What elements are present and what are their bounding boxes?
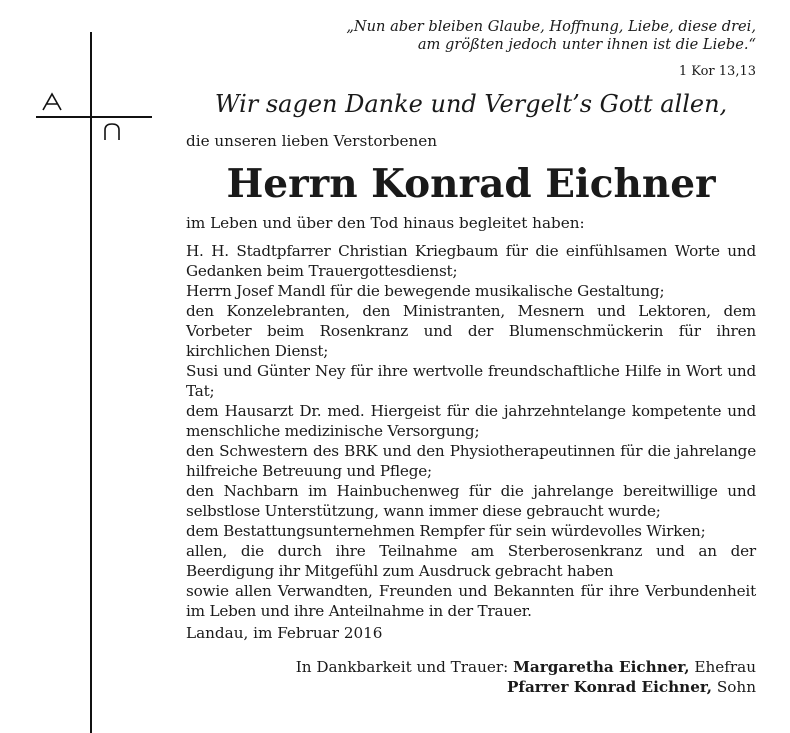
bible-quote — [300, 18, 756, 54]
thanks-heading: Wir sagen Danke und Vergelt’s Gott allen, — [214, 90, 728, 118]
lead-text: im Leben und über den Tod hinaus begleitet haben: — [186, 214, 585, 232]
mourner-name: Pfarrer Konrad Eichner, — [506, 678, 713, 696]
cross-bar — [36, 116, 152, 118]
signature-line-1 — [186, 657, 756, 677]
deceased-name: Herrn Konrad Eichner — [226, 161, 716, 207]
signature-prefix: In Dankbarkeit und Trauer: — [295, 658, 509, 676]
list-item: den Konzelebranten, den Ministranten, Mesnern und Lektoren, dem Vorbeter beim Rosenkranz und der Blumenschmückerin für ihren kirchlichen Dienst; — [186, 302, 756, 360]
omega-icon — [102, 122, 122, 142]
alpha-icon — [40, 92, 64, 112]
mourner-name: Margaretha Eichner, — [513, 658, 690, 676]
quote-reference: 1 Kor 13,13 — [678, 64, 756, 79]
list-item: Susi und Günter Ney für ihre wertvolle freundschaftliche Hilfe in Wort und Tat; — [186, 362, 756, 400]
list-item: H. H. Stadtpfarrer Christian Kriegbaum für die einfühlsamen Worte und Gedanken beim Trauergottesdienst; — [186, 242, 756, 280]
list-item: allen, die durch ihre Teilnahme am Sterberosenkranz und an der Beerdigung ihr Mitgefühl zum Ausdruck gebracht haben — [186, 542, 756, 580]
list-item: sowie allen Verwandten, Freunden und Bekannten für ihre Verbundenheit im Leben und ihre Anteilnahme in der Trauer. — [186, 582, 756, 620]
thanks-list — [186, 241, 756, 621]
place-date: Landau, im Februar 2016 — [186, 624, 383, 642]
quote-line-1: „Nun aber bleiben Glaube, Hoffnung, Liebe, diese drei, — [346, 18, 756, 35]
list-item: Herrn Josef Mandl für die bewegende musikalische Gestaltung; — [186, 282, 665, 300]
list-item: dem Hausarzt Dr. med. Hiergeist für die jahrzehntelange kompetente und menschliche medizinische Versorgung; — [186, 402, 756, 440]
quote-line-2: am größten jedoch unter ihnen ist die Liebe.“ — [417, 36, 756, 53]
mourner-role: Ehefrau — [694, 658, 756, 676]
signature-line-2 — [186, 677, 756, 697]
intro-text: die unseren lieben Verstorbenen — [186, 132, 438, 150]
mourner-role: Sohn — [716, 678, 756, 696]
cross-icon — [90, 32, 92, 733]
list-item: den Schwestern des BRK und den Physiotherapeutinnen für die jahrelange hilfreiche Betreuung und Pflege; — [186, 442, 756, 480]
list-item: den Nachbarn im Hainbuchenweg für die jahrelange bereitwillige und selbstlose Unterstützung, wann immer diese gebraucht wurde; — [186, 482, 756, 520]
list-item: dem Bestattungsunternehmen Rempfer für sein würdevolles Wirken; — [186, 522, 706, 540]
